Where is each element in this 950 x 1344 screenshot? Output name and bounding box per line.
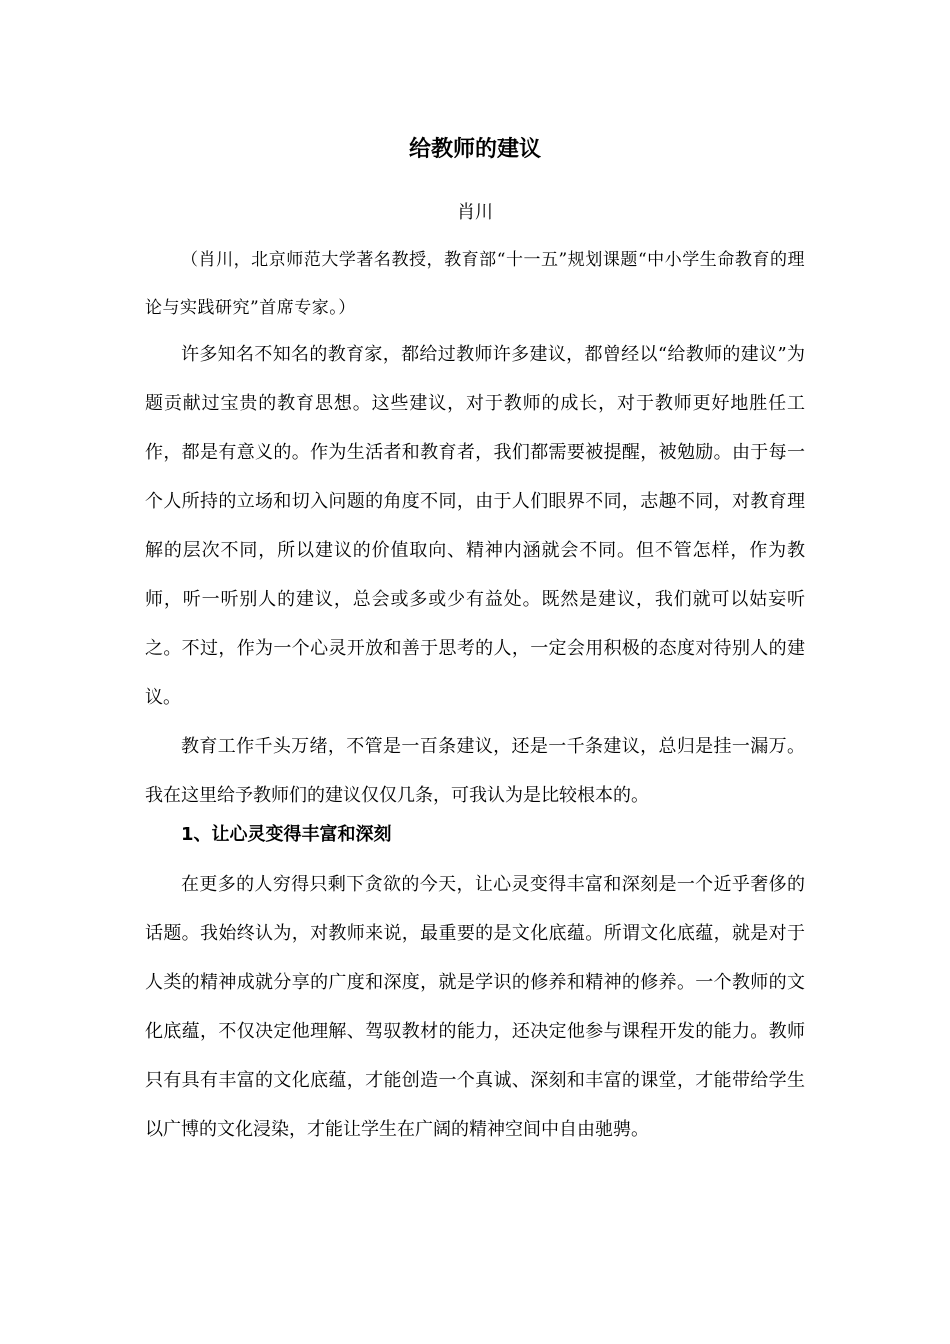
author-name: 肖川 bbox=[457, 202, 493, 223]
document-title: 给教师的建议 bbox=[408, 137, 541, 162]
author-bio: （肖川，北京师范大学著名教授，教育部“十一五”规划课题“中小学生命教育的理论与实践研究”首席专家。） bbox=[145, 250, 805, 318]
section-heading: 1、让心灵变得丰富和深刻 bbox=[181, 824, 392, 845]
intro-paragraph: 许多知名不知名的教育家，都给过教师许多建议，都曾经以“给教师的建议”为题贡献过宝贵的教育思想。这些建议，对于教师的成长，对于教师更好地胜任工作，都是有意义的。作为生活者和教育者，我们都需要被提醒，被勉励。由于每一个人所持的立场和切入问题的角度不同，由于人们眼界不同，志趣不同，对教育理解的层次不同，所以建议的价值取向、精神内涵就会不同。但不管怎样，作为教师，听一听别人的建议，总会或多或少有益处。既然是建议，我们就可以姑妄听之。不过，作为一个心灵开放和善于思考的人，一定会用积极的态度对待别人的建议。 bbox=[145, 344, 805, 708]
section-paragraph: 在更多的人穷得只剩下贪欲的今天，让心灵变得丰富和深刻是一个近乎奢侈的话题。我始终认为，对教师来说，最重要的是文化底蕴。所谓文化底蕴，就是对于人类的精神成就分享的广度和深度，就是学识的修养和精神的修养。一个教师的文化底蕴，不仅决定他理解、驾驭教材的能力，还决定他参与课程开发的能力。教师只有具有丰富的文化底蕴，才能创造一个真诚、深刻和丰富的课堂，才能带给学生以广博的文化浸染，才能让学生在广阔的精神空间中自由驰骋。 bbox=[145, 874, 805, 1140]
second-paragraph: 教育工作千头万绪，不管是一百条建议，还是一千条建议，总归是挂一漏万。我在这里给予教师们的建议仅仅几条，可我认为是比较根本的。 bbox=[145, 736, 805, 806]
